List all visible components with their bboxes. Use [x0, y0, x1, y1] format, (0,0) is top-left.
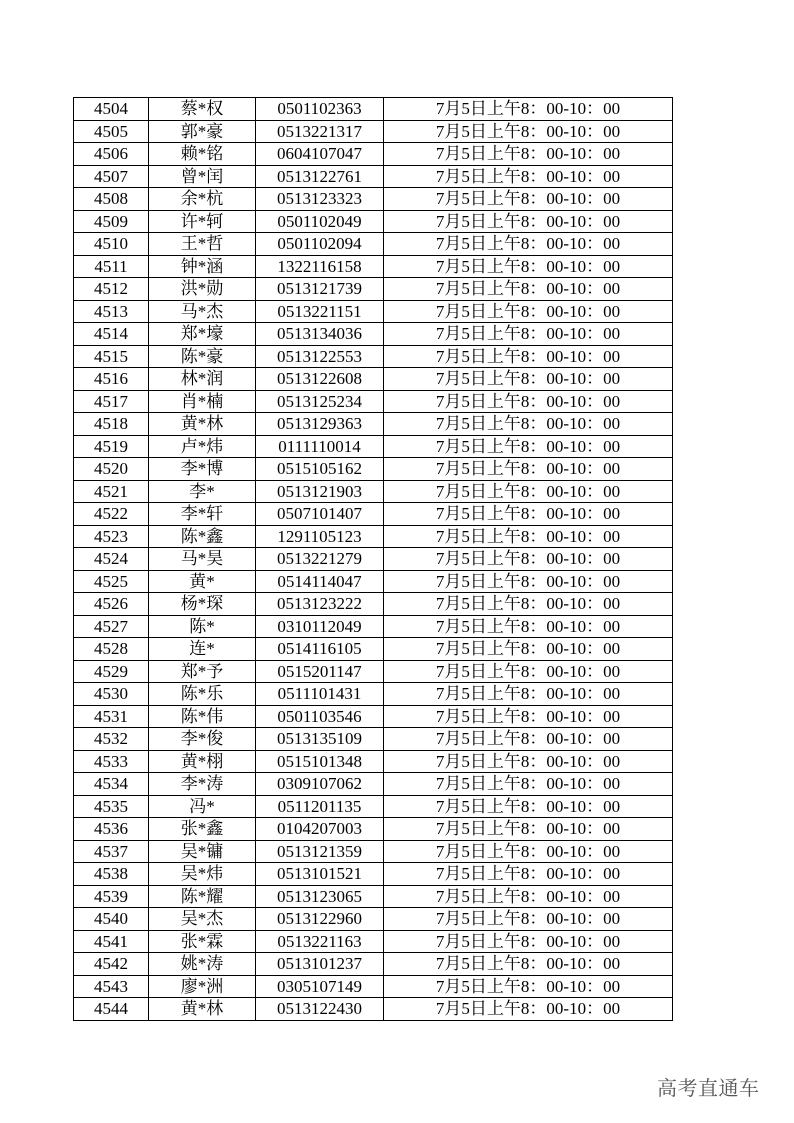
cell-name: 马*昊: [149, 548, 256, 571]
cell-id-number: 0513135109: [256, 728, 384, 751]
table-row: [74, 525, 673, 548]
table-row: [74, 143, 673, 166]
table-row: [74, 233, 673, 256]
cell-seq-number: 4532: [74, 728, 149, 751]
table-row: [74, 840, 673, 863]
table-row: [74, 120, 673, 143]
cell-seq-number: 4517: [74, 390, 149, 413]
cell-id-number: 0104207003: [256, 818, 384, 841]
cell-seq-number: 4531: [74, 705, 149, 728]
cell-exam-time: 7月5日上午8：00-10：00: [384, 908, 673, 931]
table-row: [74, 188, 673, 211]
cell-seq-number: 4543: [74, 975, 149, 998]
cell-name: 李*涛: [149, 773, 256, 796]
table-row: [74, 818, 673, 841]
cell-seq-number: 4512: [74, 278, 149, 301]
cell-name: 林*润: [149, 368, 256, 391]
cell-name: 余*杭: [149, 188, 256, 211]
cell-name: 李*轩: [149, 503, 256, 526]
cell-id-number: 0513122430: [256, 998, 384, 1021]
table-row: [74, 345, 673, 368]
table-row: [74, 390, 673, 413]
cell-id-number: 0513121359: [256, 840, 384, 863]
cell-id-number: 0511101431: [256, 683, 384, 706]
cell-exam-time: 7月5日上午8：00-10：00: [384, 435, 673, 458]
cell-seq-number: 4519: [74, 435, 149, 458]
cell-name: 陈*伟: [149, 705, 256, 728]
cell-id-number: 0513129363: [256, 413, 384, 436]
cell-seq-number: 4533: [74, 750, 149, 773]
cell-name: 蔡*权: [149, 98, 256, 121]
cell-id-number: 0513122761: [256, 165, 384, 188]
cell-exam-time: 7月5日上午8：00-10：00: [384, 660, 673, 683]
cell-name: 黄*林: [149, 413, 256, 436]
cell-seq-number: 4513: [74, 300, 149, 323]
cell-id-number: 1291105123: [256, 525, 384, 548]
table-row: [74, 593, 673, 616]
cell-exam-time: 7月5日上午8：00-10：00: [384, 165, 673, 188]
cell-seq-number: 4525: [74, 570, 149, 593]
table-row: [74, 975, 673, 998]
cell-seq-number: 4538: [74, 863, 149, 886]
cell-name: 陈*: [149, 615, 256, 638]
cell-exam-time: 7月5日上午8：00-10：00: [384, 705, 673, 728]
table-row: [74, 278, 673, 301]
cell-id-number: 0513101521: [256, 863, 384, 886]
cell-exam-time: 7月5日上午8：00-10：00: [384, 930, 673, 953]
cell-name: 陈*鑫: [149, 525, 256, 548]
cell-id-number: 0501102363: [256, 98, 384, 121]
cell-name: 曾*闰: [149, 165, 256, 188]
cell-id-number: 0515105162: [256, 458, 384, 481]
cell-seq-number: 4540: [74, 908, 149, 931]
cell-id-number: 0513123323: [256, 188, 384, 211]
table-row: [74, 413, 673, 436]
cell-id-number: 0513122960: [256, 908, 384, 931]
table-row: [74, 368, 673, 391]
table-row: [74, 638, 673, 661]
cell-exam-time: 7月5日上午8：00-10：00: [384, 683, 673, 706]
cell-name: 姚*涛: [149, 953, 256, 976]
cell-seq-number: 4505: [74, 120, 149, 143]
table-row: [74, 165, 673, 188]
cell-seq-number: 4536: [74, 818, 149, 841]
cell-id-number: 0513122608: [256, 368, 384, 391]
cell-exam-time: 7月5日上午8：00-10：00: [384, 345, 673, 368]
table-row: [74, 683, 673, 706]
cell-id-number: 0513121903: [256, 480, 384, 503]
cell-name: 连*: [149, 638, 256, 661]
cell-name: 郑*壕: [149, 323, 256, 346]
cell-exam-time: 7月5日上午8：00-10：00: [384, 278, 673, 301]
cell-seq-number: 4507: [74, 165, 149, 188]
cell-name: 黄*: [149, 570, 256, 593]
cell-name: 许*轲: [149, 210, 256, 233]
cell-id-number: 0514114047: [256, 570, 384, 593]
cell-exam-time: 7月5日上午8：00-10：00: [384, 998, 673, 1021]
table-body: [74, 98, 673, 1021]
table-row: [74, 728, 673, 751]
cell-name: 李*: [149, 480, 256, 503]
cell-seq-number: 4541: [74, 930, 149, 953]
cell-name: 张*鑫: [149, 818, 256, 841]
cell-seq-number: 4510: [74, 233, 149, 256]
table-row: [74, 548, 673, 571]
cell-exam-time: 7月5日上午8：00-10：00: [384, 188, 673, 211]
table-row: [74, 953, 673, 976]
cell-exam-time: 7月5日上午8：00-10：00: [384, 615, 673, 638]
cell-name: 李*俊: [149, 728, 256, 751]
cell-id-number: 0501102094: [256, 233, 384, 256]
table-row: [74, 908, 673, 931]
table-row: [74, 98, 673, 121]
cell-id-number: 0501103546: [256, 705, 384, 728]
table-row: [74, 930, 673, 953]
cell-id-number: 0513101237: [256, 953, 384, 976]
cell-seq-number: 4539: [74, 885, 149, 908]
cell-exam-time: 7月5日上午8：00-10：00: [384, 570, 673, 593]
cell-name: 郑*予: [149, 660, 256, 683]
cell-seq-number: 4534: [74, 773, 149, 796]
cell-id-number: 0111110014: [256, 435, 384, 458]
cell-exam-time: 7月5日上午8：00-10：00: [384, 728, 673, 751]
cell-name: 黄*林: [149, 998, 256, 1021]
cell-exam-time: 7月5日上午8：00-10：00: [384, 300, 673, 323]
cell-name: 吴*镛: [149, 840, 256, 863]
cell-id-number: 0511201135: [256, 795, 384, 818]
table-row: [74, 255, 673, 278]
cell-exam-time: 7月5日上午8：00-10：00: [384, 840, 673, 863]
table-row: [74, 210, 673, 233]
table-row: [74, 323, 673, 346]
cell-exam-time: 7月5日上午8：00-10：00: [384, 390, 673, 413]
table-row: [74, 660, 673, 683]
watermark-text: 高考直通车: [657, 1076, 760, 1100]
cell-id-number: 0513134036: [256, 323, 384, 346]
cell-exam-time: 7月5日上午8：00-10：00: [384, 233, 673, 256]
table-row: [74, 863, 673, 886]
cell-name: 马*杰: [149, 300, 256, 323]
cell-seq-number: 4529: [74, 660, 149, 683]
cell-seq-number: 4511: [74, 255, 149, 278]
cell-id-number: 0507101407: [256, 503, 384, 526]
cell-seq-number: 4521: [74, 480, 149, 503]
cell-seq-number: 4530: [74, 683, 149, 706]
cell-seq-number: 4506: [74, 143, 149, 166]
cell-seq-number: 4516: [74, 368, 149, 391]
cell-seq-number: 4528: [74, 638, 149, 661]
cell-exam-time: 7月5日上午8：00-10：00: [384, 638, 673, 661]
cell-id-number: 1322116158: [256, 255, 384, 278]
cell-id-number: 0513123222: [256, 593, 384, 616]
cell-exam-time: 7月5日上午8：00-10：00: [384, 548, 673, 571]
table-row: [74, 705, 673, 728]
cell-name: 吴*杰: [149, 908, 256, 931]
cell-exam-time: 7月5日上午8：00-10：00: [384, 525, 673, 548]
cell-name: 钟*涵: [149, 255, 256, 278]
cell-name: 赖*铭: [149, 143, 256, 166]
cell-seq-number: 4523: [74, 525, 149, 548]
cell-exam-time: 7月5日上午8：00-10：00: [384, 413, 673, 436]
cell-exam-time: 7月5日上午8：00-10：00: [384, 255, 673, 278]
cell-name: 陈*乐: [149, 683, 256, 706]
cell-id-number: 0305107149: [256, 975, 384, 998]
cell-name: 吴*炜: [149, 863, 256, 886]
cell-name: 洪*勋: [149, 278, 256, 301]
cell-seq-number: 4514: [74, 323, 149, 346]
table-row: [74, 885, 673, 908]
cell-id-number: 0513221163: [256, 930, 384, 953]
cell-id-number: 0513221317: [256, 120, 384, 143]
cell-seq-number: 4509: [74, 210, 149, 233]
cell-exam-time: 7月5日上午8：00-10：00: [384, 480, 673, 503]
cell-seq-number: 4504: [74, 98, 149, 121]
cell-exam-time: 7月5日上午8：00-10：00: [384, 98, 673, 121]
cell-exam-time: 7月5日上午8：00-10：00: [384, 120, 673, 143]
cell-name: 冯*: [149, 795, 256, 818]
cell-name: 王*哲: [149, 233, 256, 256]
cell-id-number: 0604107047: [256, 143, 384, 166]
cell-id-number: 0513125234: [256, 390, 384, 413]
exam-schedule-table: [73, 97, 673, 1021]
cell-name: 黄*栩: [149, 750, 256, 773]
cell-exam-time: 7月5日上午8：00-10：00: [384, 368, 673, 391]
cell-seq-number: 4526: [74, 593, 149, 616]
cell-exam-time: 7月5日上午8：00-10：00: [384, 975, 673, 998]
cell-exam-time: 7月5日上午8：00-10：00: [384, 210, 673, 233]
cell-name: 卢*炜: [149, 435, 256, 458]
cell-exam-time: 7月5日上午8：00-10：00: [384, 885, 673, 908]
cell-name: 陈*耀: [149, 885, 256, 908]
table-row: [74, 300, 673, 323]
table-row: [74, 570, 673, 593]
cell-name: 李*博: [149, 458, 256, 481]
cell-seq-number: 4524: [74, 548, 149, 571]
table-row: [74, 795, 673, 818]
cell-seq-number: 4515: [74, 345, 149, 368]
cell-seq-number: 4544: [74, 998, 149, 1021]
cell-seq-number: 4508: [74, 188, 149, 211]
cell-name: 杨*琛: [149, 593, 256, 616]
cell-id-number: 0515101348: [256, 750, 384, 773]
cell-id-number: 0513123065: [256, 885, 384, 908]
cell-id-number: 0515201147: [256, 660, 384, 683]
cell-exam-time: 7月5日上午8：00-10：00: [384, 143, 673, 166]
cell-name: 廖*洲: [149, 975, 256, 998]
cell-id-number: 0513121739: [256, 278, 384, 301]
cell-exam-time: 7月5日上午8：00-10：00: [384, 818, 673, 841]
cell-id-number: 0513221279: [256, 548, 384, 571]
cell-exam-time: 7月5日上午8：00-10：00: [384, 593, 673, 616]
cell-exam-time: 7月5日上午8：00-10：00: [384, 863, 673, 886]
table-row: [74, 773, 673, 796]
cell-seq-number: 4522: [74, 503, 149, 526]
cell-exam-time: 7月5日上午8：00-10：00: [384, 503, 673, 526]
table-row: [74, 458, 673, 481]
cell-seq-number: 4518: [74, 413, 149, 436]
cell-name: 肖*楠: [149, 390, 256, 413]
cell-seq-number: 4535: [74, 795, 149, 818]
cell-seq-number: 4537: [74, 840, 149, 863]
table-row: [74, 503, 673, 526]
cell-seq-number: 4520: [74, 458, 149, 481]
cell-name: 张*霖: [149, 930, 256, 953]
cell-exam-time: 7月5日上午8：00-10：00: [384, 795, 673, 818]
cell-name: 陈*豪: [149, 345, 256, 368]
table-row: [74, 435, 673, 458]
table-row: [74, 998, 673, 1021]
cell-id-number: 0501102049: [256, 210, 384, 233]
cell-id-number: 0310112049: [256, 615, 384, 638]
cell-id-number: 0309107062: [256, 773, 384, 796]
cell-id-number: 0513221151: [256, 300, 384, 323]
cell-id-number: 0514116105: [256, 638, 384, 661]
cell-exam-time: 7月5日上午8：00-10：00: [384, 323, 673, 346]
cell-id-number: 0513122553: [256, 345, 384, 368]
cell-name: 郭*豪: [149, 120, 256, 143]
cell-exam-time: 7月5日上午8：00-10：00: [384, 773, 673, 796]
cell-exam-time: 7月5日上午8：00-10：00: [384, 458, 673, 481]
cell-exam-time: 7月5日上午8：00-10：00: [384, 953, 673, 976]
table-row: [74, 750, 673, 773]
cell-exam-time: 7月5日上午8：00-10：00: [384, 750, 673, 773]
table-row: [74, 615, 673, 638]
cell-seq-number: 4527: [74, 615, 149, 638]
cell-seq-number: 4542: [74, 953, 149, 976]
table-row: [74, 480, 673, 503]
